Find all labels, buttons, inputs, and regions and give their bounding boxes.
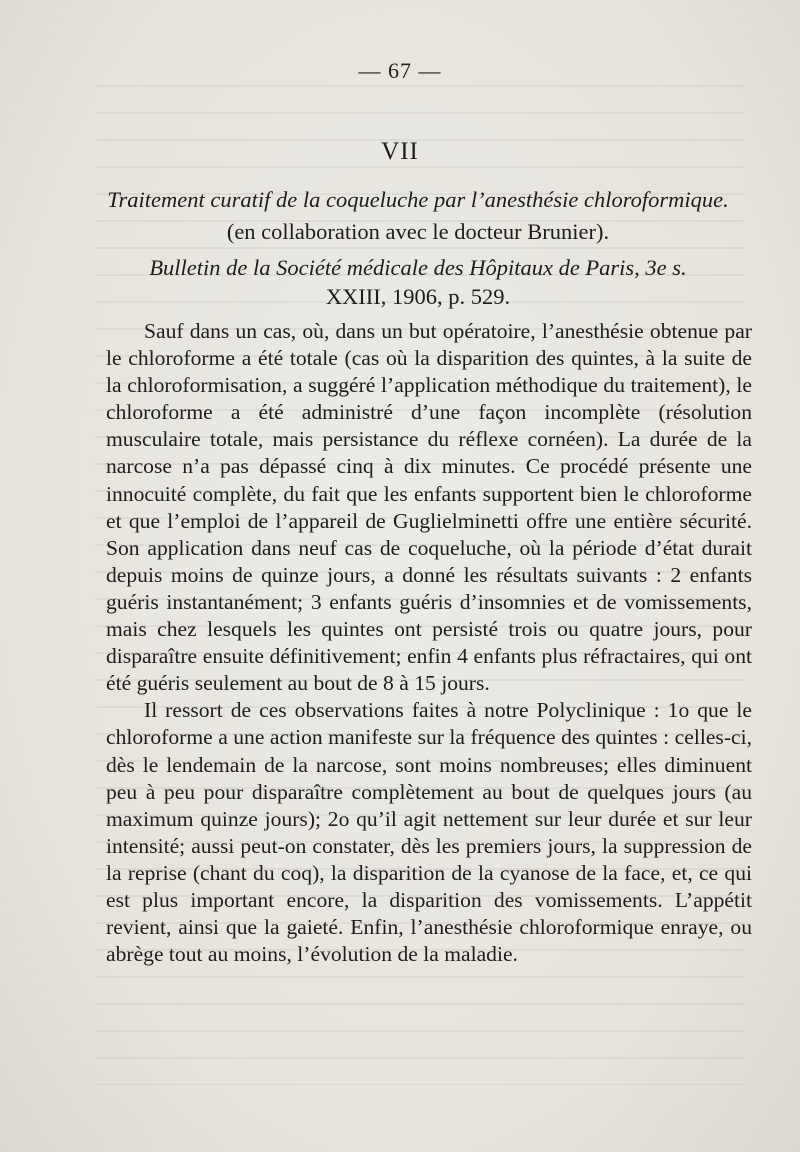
article-title: Traitement curatif de la coqueluche par l’anesthésie chloroformique. (107, 187, 729, 212)
page-number: — 67 — (358, 58, 442, 83)
citation-journal: Bulletin de la Société médicale des Hôpitaux de Paris, 3e s. (149, 255, 687, 280)
collaboration-note: (en collaboration avec le docteur Brunier). (226, 219, 610, 244)
citation-volume: XXIII, 1906, p. 529. (325, 284, 511, 309)
paragraph-2: Il ressort de ces observations faites à notre Polyclinique : 1o que le chloroforme a une action manifeste sur la fréquence des quintes : celles-ci, dès le lendemain de la narcose, sont moins nombreuses; elles diminuent peu à peu pour disparaître complètement au bout de quelques jours (au maximum quinze jours); 2o qu’il agit nettement sur leur durée et sur leur intensité; aussi peut-on constater, dès les premiers jours, la suppression de la reprise (chant du coq), la disparition de la cyanose de la face, et, ce qui est plus important encore, la disparition des vomissements. L’appétit revient, ainsi que la gaieté. Enfin, l’anesthésie chloroformique enraye, ou abrège tout au moins, l’évolution de la maladie. (106, 698, 752, 967)
paragraph-1: Sauf dans un cas, où, dans un but opératoire, l’anesthésie obtenue par le chloroforme a été totale (cas où la disparition des quintes, à la suite de la chloroformisation, a suggéré l’application méthodique du traitement), le chloroforme a été administré d’une façon incomplète (résolution musculaire totale, mais persistance du réflexe cornéen). La durée de la narcose n’a pas dépassé cinq à dix minutes. Ce procédé présente une innocuité complète, du fait que les enfants supportent bien le chloroforme et que l’emploi de l’appareil de Guglielminetti offre une entière sécurité. Son application dans neuf cas de coqueluche, où la période d’état durait depuis moins de quinze jours, a donné les résultats suivants : 2 enfants guéris instantanément; 3 enfants guéris d’insomnies et de vomissements, mais chez lesquels les quintes ont persisté trois ou quatre jours, pour disparaître ensuite définitivement; enfin 4 enfants plus réfractaires, qui ont été guéris seulement au bout de 8 à 15 jours. (106, 319, 752, 696)
body-text (106, 318, 752, 968)
chapter-number: VII (381, 138, 419, 165)
